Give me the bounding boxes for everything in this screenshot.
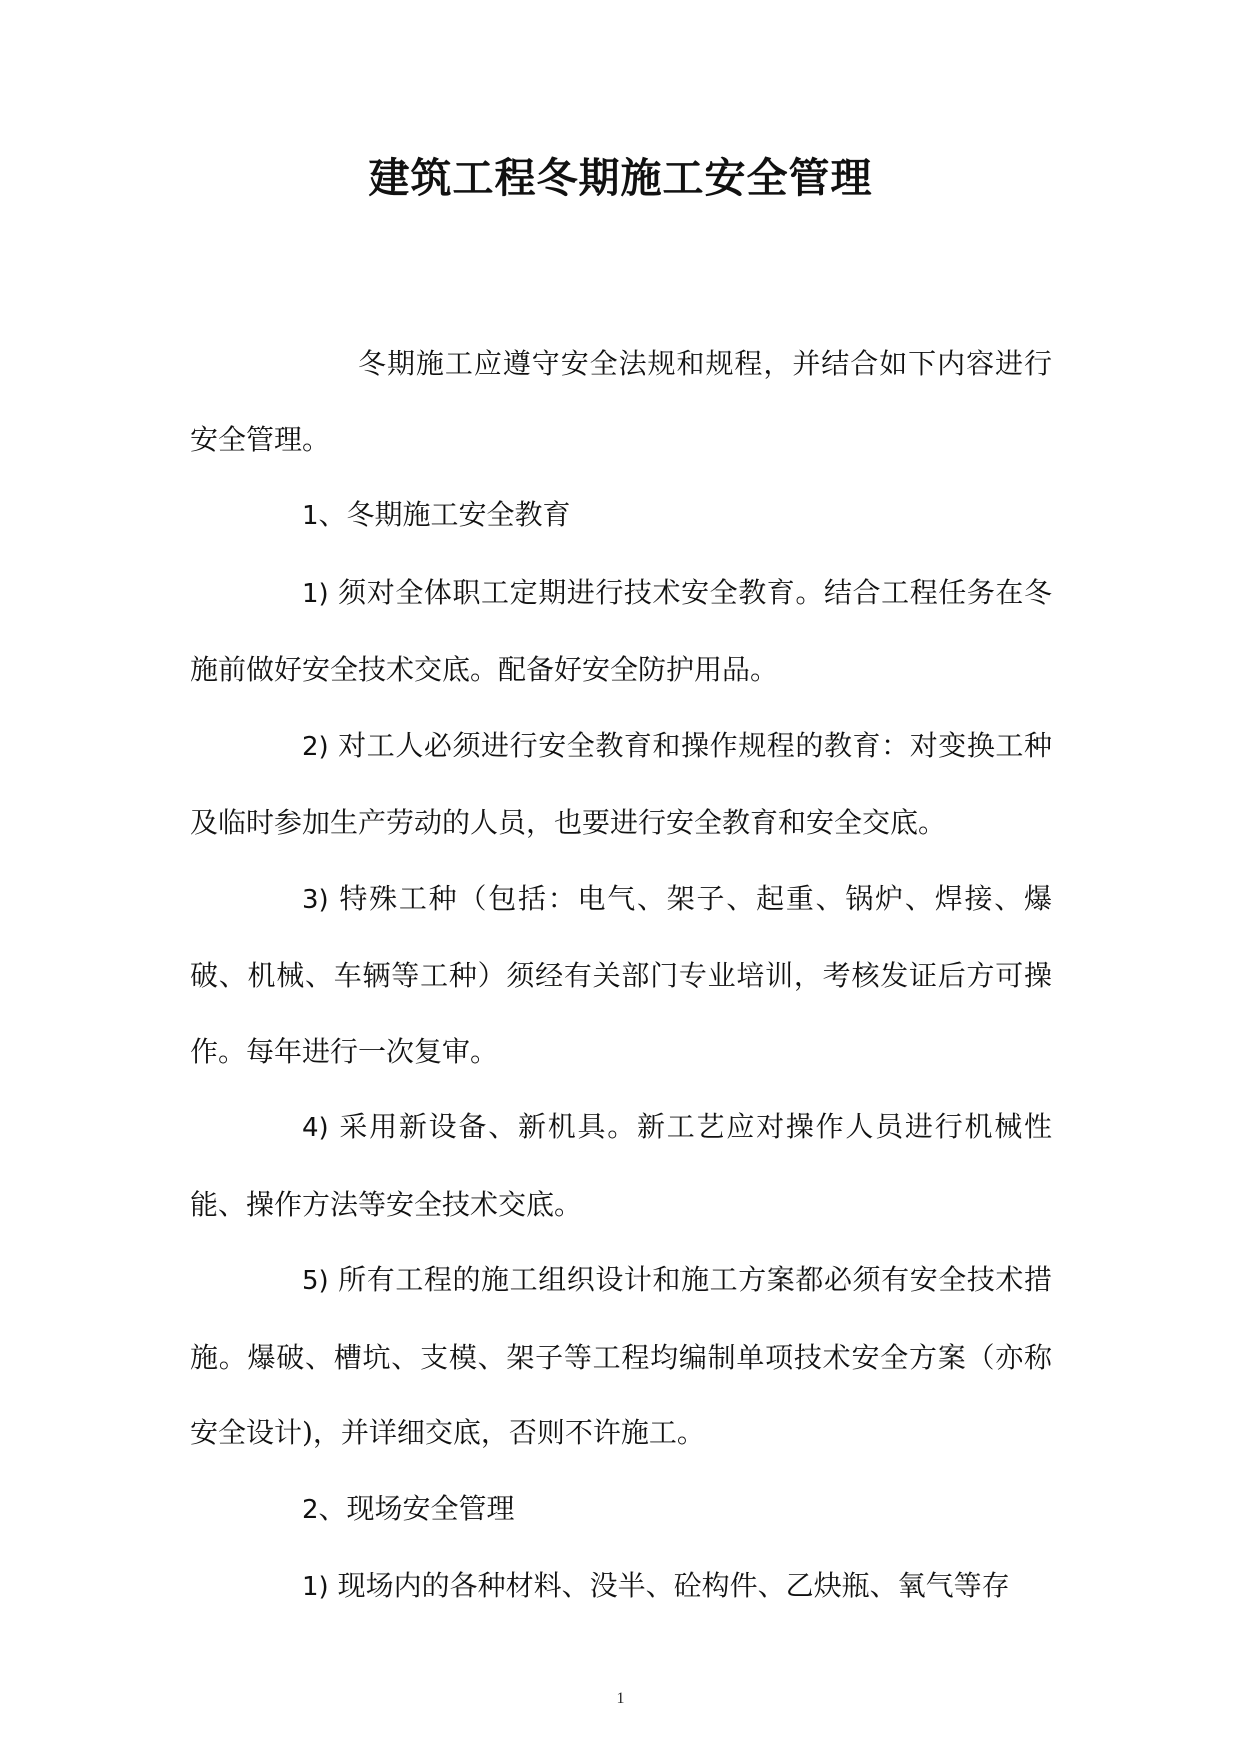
list-item xyxy=(190,1548,1052,1626)
section-number: 2 xyxy=(302,1494,319,1525)
item-number: 1) xyxy=(302,578,329,609)
list-item xyxy=(190,708,1052,861)
page-number: 1 xyxy=(616,1690,625,1707)
section-heading-text: 、冬期施工安全教育 xyxy=(318,498,571,531)
item-number: 4) xyxy=(302,1113,329,1143)
item-number: 3) xyxy=(302,884,329,915)
intro-paragraph: 冬期施工应遵守安全法规和规程，并结合如下内容进行安全管理。 xyxy=(190,347,1052,456)
item-text: 采用新设备、新机具。新工艺应对操作人员进行机械性能、操作方法等安全技术交底。 xyxy=(190,1110,1052,1221)
item-number: 1) xyxy=(302,1572,329,1602)
list-item xyxy=(190,555,1052,708)
item-text: 现场内的各种材料、没半、砼构件、乙炔瓶、氧气等存 xyxy=(328,1569,1010,1602)
item-text: 对工人必须进行安全教育和操作规程的教育：对变换工种及临时参加生产劳动的人员，也要进行安全教育和安全交底。 xyxy=(190,728,1052,839)
section-number: 1 xyxy=(302,501,319,531)
section-heading-1 xyxy=(190,477,1052,555)
item-text: 特殊工种（包括：电气、架子、起重、锅炉、焊接、爆破、机械、车辆等工种）须经有关部门专业培训，考核发证后方可操作。每年进行一次复审。 xyxy=(190,881,1052,1068)
item-text: 所有工程的施工组织设计和施工方案都必须有安全技术措施。爆破、槽坑、支模、架子等工程均编制单项技术安全方案（亦称安全设计)，并详细交底，否则不许施工。 xyxy=(190,1263,1052,1449)
list-item xyxy=(190,1242,1052,1471)
document-body xyxy=(190,326,1052,1626)
list-item xyxy=(190,861,1052,1090)
item-text: 须对全体职工定期进行技术安全教育。结合工程任务在冬施前做好安全技术交底。配备好安全防护用品。 xyxy=(190,575,1052,686)
item-number: 5) xyxy=(302,1266,329,1296)
list-item xyxy=(190,1089,1052,1242)
section-heading-text: 、现场安全管理 xyxy=(318,1491,515,1525)
document-title: 建筑工程冬期施工安全管理 xyxy=(368,154,873,202)
section-heading-2 xyxy=(190,1471,1052,1549)
item-number: 2) xyxy=(302,731,329,762)
